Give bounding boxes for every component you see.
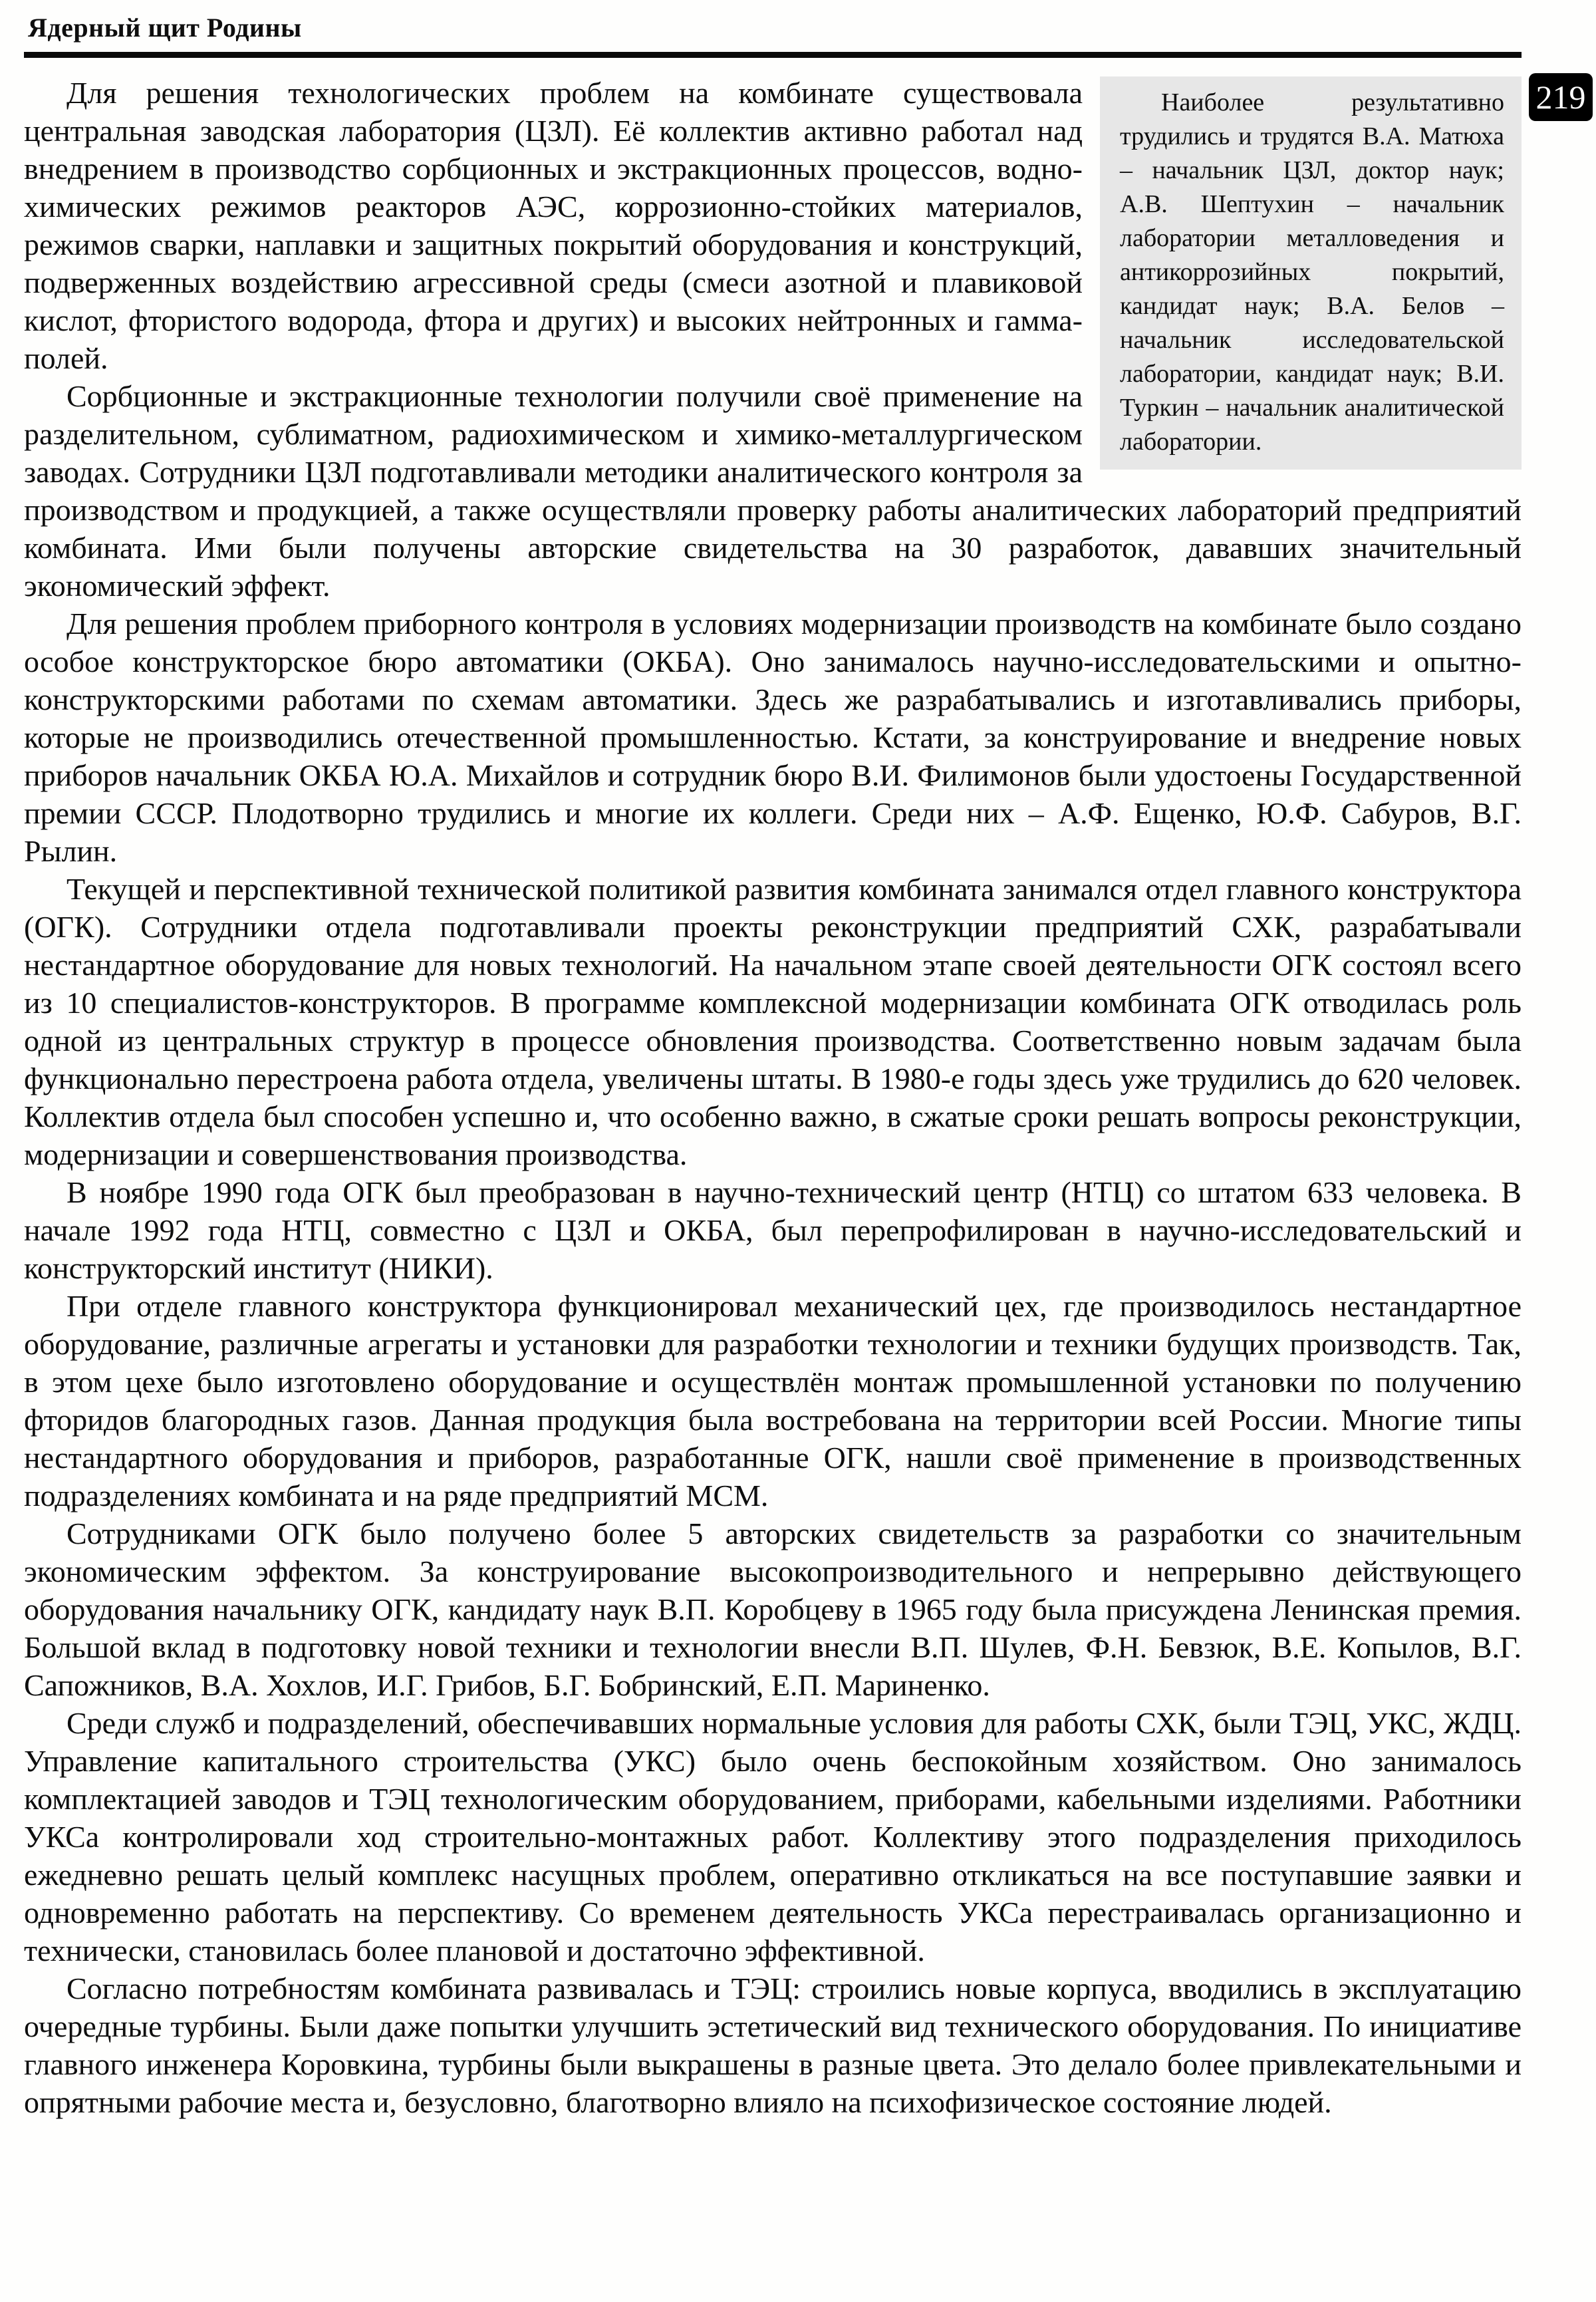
paragraph-9: Согласно потребностям комбината развивалась и ТЭЦ: строились новые корпуса, вводились в эксплуатацию очередные турбины. Были даже попытки улучшить эстетический вид технического оборудования. По инициативе главного инженера Коровкина, турбины были выкрашены в разные цвета. Это делало более привлекательными и опрятными рабочие места и, безусловно, благотворно влияло на психофизическое состояние людей.: [24, 1971, 1522, 2119]
header-rule: [24, 52, 1522, 58]
paragraph-4: Текущей и перспективной технической политикой развития комбината занимался отдел главного конструктора (ОГК). Сотрудники отдела подготавливали проекты реконструкции предприятий СХК, разрабатывали нестандартное оборудование для новых технологий. На начальном этапе своей деятельности ОГК состоял всего из 10 специалистов-конструкторов. В программе комплексной модернизации комбината ОГК отводилась роль одной из центральных структур в процессе обновления производства. Соответственно новым задачам была функционально перестроена работа отдела, увеличены штаты. В 1980-е годы здесь уже трудились до 620 человек. Коллектив отдела был способен успешно и, что особенно важно, в сжатые сроки решать вопросы реконструкции, модернизации и совершенствования производства.: [24, 872, 1522, 1171]
sidebar-note: Наиболее результативно трудились и трудятся В.А. Матюха – начальник ЦЗЛ, доктор наук; А.В. Шептухин – начальник лаборатории металловедения и антикоррозийных покрытий, кандидат наук; В.А. Белов – начальник исследовательской лаборатории, кандидат наук; В.И. Туркин – начальник аналитической лаборатории.: [1100, 76, 1522, 470]
page-header: [24, 13, 1522, 58]
paragraph-2: Сорбционные и экстракционные технологии получили своё применение на разделительном, сублиматном, радиохимическом и химико-металлургическом заводах. Сотрудники ЦЗЛ подготавливали методики аналитического контроля за производством и продукцией, а также осуществляли проверку работы аналитических лабораторий предприятий комбината. Ими были получены авторские свидетельства на 30 разработок, дававших значительный экономический эффект.: [24, 379, 1522, 603]
paragraph-8: Среди служб и подразделений, обеспечивавших нормальные условия для работы СХК, были ТЭЦ, УКС, ЖДЦ. Управление капитального строительства (УКС) было очень беспокойным хозяйством. Оно занималось комплектацией заводов и ТЭЦ технологическим оборудованием, приборами, кабельными изделиями. Работники УКСа контролировали ход строительно-монтажных работ. Коллективу этого подразделения приходилось ежедневно решать целый комплекс насущных проблем, оперативно откликаться на все поступавшие заявки и одновременно работать на перспективу. Со временем деятельность УКСа перестраивалась организационно и технически, становилась более плановой и достаточно эффективной.: [24, 1706, 1522, 1967]
paragraph-1: Для решения технологических проблем на комбинате существовала центральная заводская лаборатория (ЦЗЛ). Её коллектив активно работал над внедрением в производство сорбционных и экстракционных процессов, водно-химических режимов реакторов АЭС, коррозионно-стойких материалов, режимов сварки, наплавки и защитных покрытий оборудования и конструкций, подверженных воздействию агрессивной среды (смеси азотной и плавиковой кислот, фтористого водорода, фтора и других) и высоких нейтронных и гамма-полей.: [24, 76, 1083, 375]
page-body: [24, 74, 1522, 2121]
page-number-badge: 219: [1529, 73, 1593, 121]
running-head-title: Ядерный щит Родины: [28, 13, 302, 43]
paragraph-7: Сотрудниками ОГК было получено более 5 авторских свидетельств за разработки со значительным экономическим эффектом. За конструирование высокопроизводительного и непрерывно действующего оборудования начальнику ОГК, кандидату наук В.П. Коробцеву в 1965 году была присуждена Ленинская премия. Большой вклад в подготовку новой техники и технологии внесли В.П. Шулев, Ф.Н. Бевзюк, В.Е. Копылов, В.Г. Сапожников, В.А. Хохлов, И.Г. Грибов, Б.Г. Бобринский, Е.П. Мариненко.: [24, 1516, 1522, 1702]
paragraph-5: В ноябре 1990 года ОГК был преобразован в научно-технический центр (НТЦ) со штатом 633 человека. В начале 1992 года НТЦ, совместно с ЦЗЛ и ОКБА, был перепрофилирован в научно-исследовательский и конструкторский институт (НИКИ).: [24, 1175, 1522, 1285]
paragraph-6: При отделе главного конструктора функционировал механический цех, где производилось нестандартное оборудование, различные агрегаты и установки для разработки технологии и техники будущих производств. Так, в этом цехе было изготовлено оборудование и осуществлён монтаж промышленной установки по получению фторидов благородных газов. Данная продукция была востребована на территории всей России. Многие типы нестандартного оборудования и приборов, разработанные ОГК, нашли своё применение в производственных подразделениях комбината и на ряде предприятий МСМ.: [24, 1289, 1522, 1512]
paragraph-3: Для решения проблем приборного контроля в условиях модернизации производств на комбинате было создано особое конструкторское бюро автоматики (ОКБА). Оно занималось научно-исследовательскими и опытно-конструкторскими работами по схемам автоматики. Здесь же разрабатывались и изготавливались приборы, которые не производились отечественной промышленностью. Кстати, за конструирование и внедрение новых приборов начальник ОКБА Ю.А. Михайлов и сотрудник бюро В.И. Филимонов были удостоены Государственной премии СССР. Плодотворно трудились и многие их коллеги. Среди них – А.Ф. Ещенко, Ю.Ф. Сабуров, В.Г. Рылин.: [24, 607, 1522, 868]
